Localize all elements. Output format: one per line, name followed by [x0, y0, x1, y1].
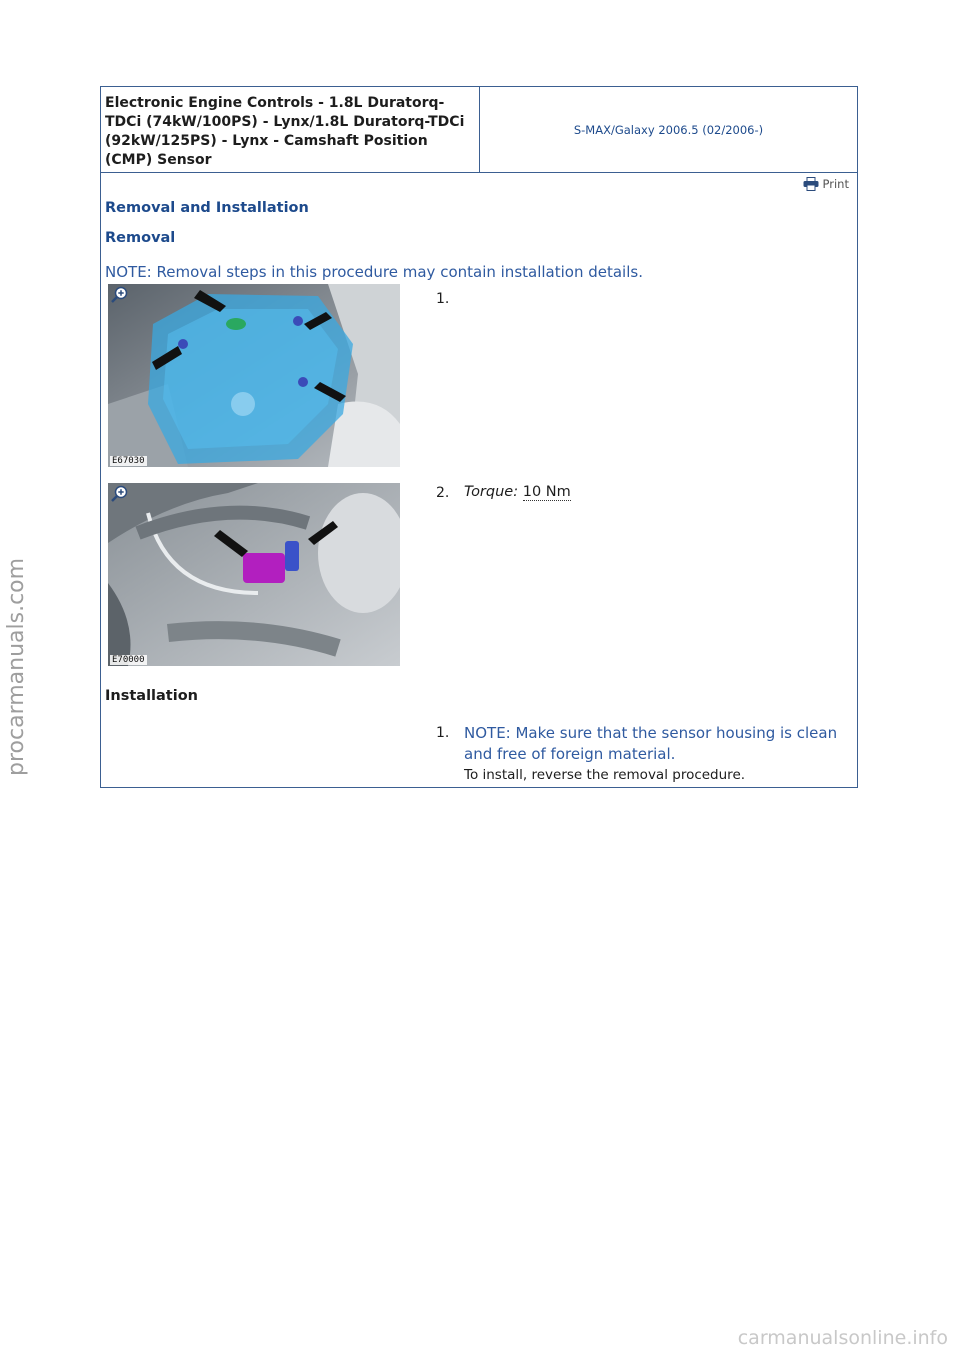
torque-value[interactable]: 10 Nm: [522, 484, 571, 500]
document-header: [101, 87, 857, 173]
step-2-figure[interactable]: [108, 483, 400, 666]
section-title: Removal and Installation: [105, 200, 309, 216]
document-frame: [100, 86, 858, 788]
step-number: 1.: [436, 291, 450, 307]
vehicle-model: S-MAX/Galaxy 2006.5 (02/2006-): [573, 122, 764, 137]
figure-id: E67030: [112, 456, 145, 466]
document-title: Electronic Engine Controls - 1.8L Duratorq-TDCi (74kW/100PS) - Lynx/1.8L Duratorq-TDCi (92kW/125PS) - Lynx - Camshaft Position (CMP) Sensor: [105, 95, 465, 168]
removal-note: NOTE: Removal steps in this procedure may contain installation details.: [105, 263, 643, 281]
installation-note: NOTE: Make sure that the sensor housing is clean and free of foreign material.: [464, 724, 838, 763]
installation-heading: Installation: [105, 688, 198, 704]
figure-id: E70000: [112, 655, 145, 665]
torque-spec: [464, 484, 571, 500]
step-1-figure[interactable]: [108, 284, 400, 467]
footer-watermark: carmanualsonline.info: [737, 1327, 948, 1349]
side-watermark: procarmanuals.com: [4, 557, 29, 776]
print-label: Print: [822, 177, 849, 191]
printer-icon: [803, 177, 819, 191]
step-number: 2.: [436, 485, 450, 501]
step-number: 1.: [436, 725, 450, 741]
zoom-icon[interactable]: [110, 485, 128, 503]
torque-label: Torque:: [464, 484, 519, 500]
removal-heading: Removal: [105, 230, 176, 246]
print-button[interactable]: [803, 177, 849, 191]
zoom-icon[interactable]: [110, 286, 128, 304]
installation-instruction: To install, reverse the removal procedure.: [464, 767, 746, 783]
